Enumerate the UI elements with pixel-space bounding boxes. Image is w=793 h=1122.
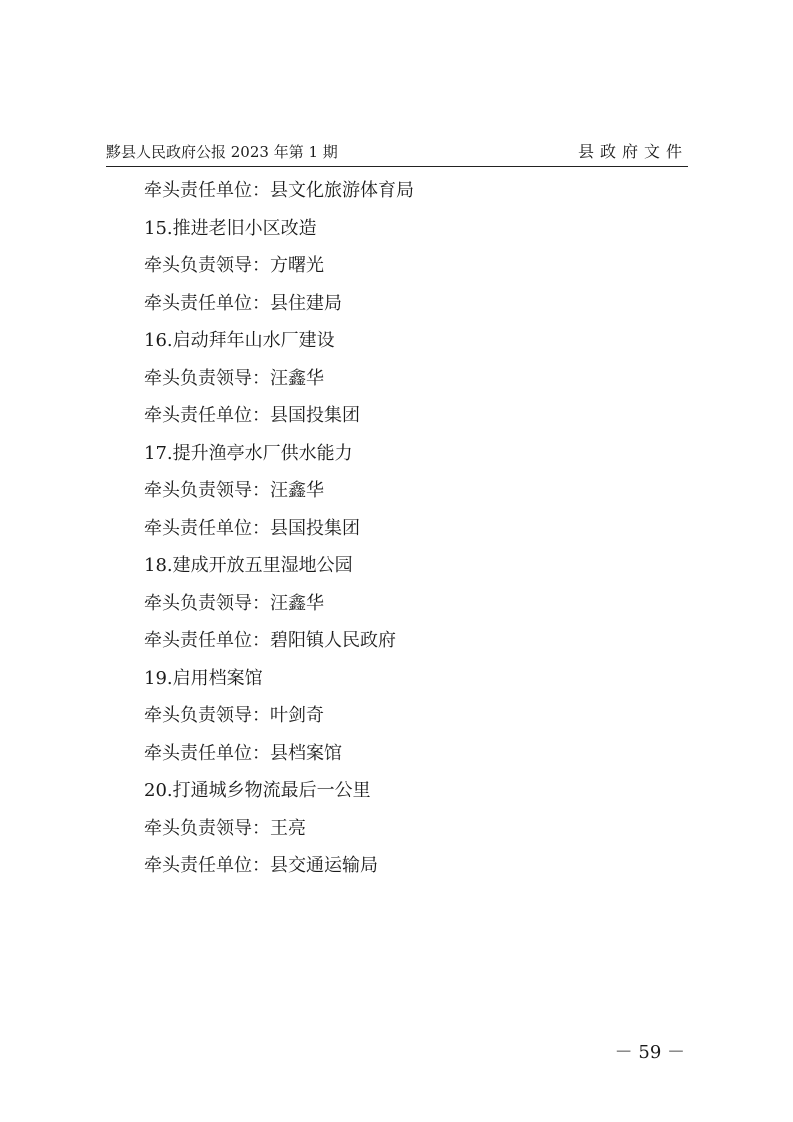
text-line: 牵头负责领导：汪鑫华 bbox=[144, 480, 324, 501]
item-heading: 20.打通城乡物流最后一公里 bbox=[144, 780, 371, 801]
item-heading: 15.推进老旧小区改造 bbox=[144, 217, 317, 239]
text-line: 牵头负责领导：叶剑奇 bbox=[144, 705, 324, 726]
header-divider bbox=[106, 166, 688, 167]
text-line: 牵头责任单位：县文化旅游体育局 bbox=[144, 180, 414, 201]
item-heading: 16.启动拜年山水厂建设 bbox=[144, 330, 335, 351]
page-number: － 59 － bbox=[614, 1042, 685, 1063]
page-header bbox=[106, 142, 688, 166]
text-line: 牵头责任单位：碧阳镇人民政府 bbox=[144, 630, 396, 651]
item-heading: 17.提升渔亭水厂供水能力 bbox=[144, 442, 353, 464]
document-body bbox=[144, 172, 684, 885]
text-line: 牵头负责领导：汪鑫华 bbox=[144, 367, 324, 389]
text-line: 牵头责任单位：县国投集团 bbox=[144, 517, 360, 539]
text-line: 牵头负责领导：王亮 bbox=[144, 817, 306, 839]
text-line: 牵头负责领导：汪鑫华 bbox=[144, 592, 324, 614]
text-line: 牵头负责领导：方曙光 bbox=[144, 255, 324, 276]
text-line: 牵头责任单位：县住建局 bbox=[144, 292, 342, 314]
text-line: 牵头责任单位：县档案馆 bbox=[144, 742, 342, 764]
text-line: 牵头责任单位：县交通运输局 bbox=[144, 855, 378, 876]
item-heading: 18.建成开放五里湿地公园 bbox=[144, 555, 353, 576]
section-title: 县政府文件 bbox=[577, 142, 688, 161]
bulletin-title: 黟县人民政府公报 2023 年第 1 期 bbox=[106, 143, 338, 161]
text-line: 牵头责任单位：县国投集团 bbox=[144, 405, 360, 426]
item-heading: 19.启用档案馆 bbox=[144, 667, 263, 689]
